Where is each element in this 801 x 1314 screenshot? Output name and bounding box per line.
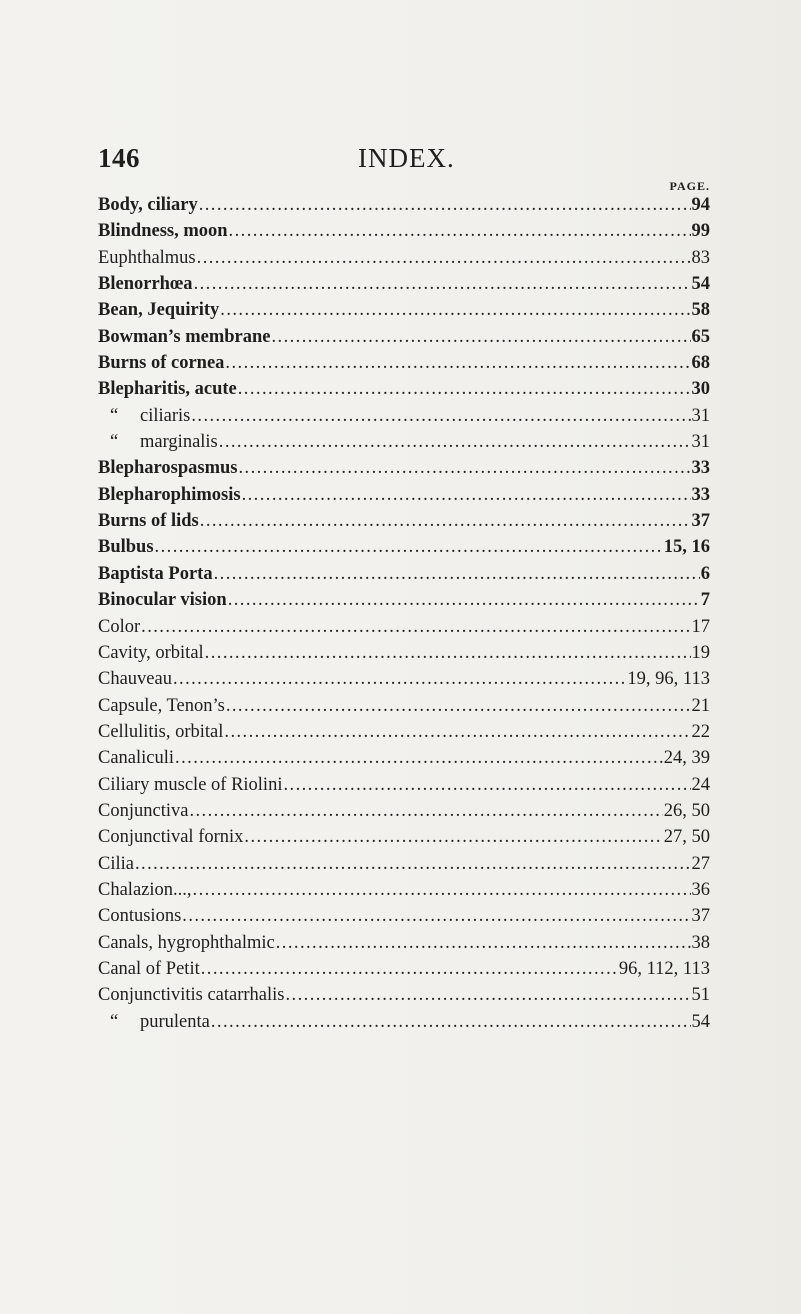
dot-leader (201, 956, 618, 982)
index-term-text: ciliaris (140, 405, 191, 426)
index-entry (98, 587, 710, 613)
page-reference: 37 (691, 511, 710, 532)
index-entry (98, 666, 710, 692)
dot-leader (173, 666, 626, 692)
dot-leader (214, 561, 700, 587)
dot-leader (175, 745, 663, 771)
index-entry (98, 1009, 710, 1035)
index-term: Color (98, 616, 141, 637)
page-reference: 7 (700, 590, 710, 611)
index-term (98, 429, 218, 455)
index-entry (98, 982, 710, 1008)
page-reference: 36 (691, 879, 710, 900)
index-entry (98, 956, 710, 982)
page-header (98, 143, 710, 177)
dot-leader (219, 429, 691, 455)
index-term: Ciliary muscle of Riolini (98, 774, 283, 795)
page-reference: 65 (691, 326, 710, 347)
page-reference: 51 (691, 985, 710, 1006)
index-entry (98, 719, 710, 745)
dot-leader (197, 245, 691, 271)
dot-leader (271, 324, 690, 350)
index-entry (98, 429, 710, 455)
page-reference: 33 (691, 458, 710, 479)
page-reference: 38 (691, 932, 710, 953)
index-entries (98, 192, 710, 1035)
index-term-text: marginalis (140, 432, 218, 453)
index-entry (98, 324, 710, 350)
index-entry (98, 534, 710, 560)
page-reference: 22 (691, 721, 710, 742)
page-reference: 68 (691, 353, 710, 374)
page-reference: 17 (691, 616, 710, 637)
page-reference: 24, 39 (663, 748, 710, 769)
index-term: Cavity, orbital (98, 642, 204, 663)
index-term: Chalazion..., (98, 879, 192, 900)
index-term: Canals, hygrophthalmic (98, 932, 275, 953)
index-term: Conjunctivitis catarrhalis (98, 985, 285, 1006)
index-entry (98, 772, 710, 798)
index-entry (98, 930, 710, 956)
page-reference: 26, 50 (663, 800, 710, 821)
page-reference: 54 (691, 1011, 710, 1032)
index-entry (98, 798, 710, 824)
index-term: Chauveau (98, 669, 172, 690)
page-reference: 27, 50 (663, 827, 710, 848)
index-term: Capsule, Tenon’s (98, 695, 225, 716)
dot-leader (229, 218, 691, 244)
index-entry (98, 192, 710, 218)
dot-leader (238, 376, 691, 402)
page-number: 146 (98, 143, 140, 173)
index-entry (98, 482, 710, 508)
index-term: Blindness, moon (98, 221, 228, 242)
dot-leader (141, 614, 690, 640)
index-term (98, 1009, 210, 1035)
index-entry (98, 245, 710, 271)
index-term: Burns of lids (98, 511, 199, 532)
index-entry (98, 455, 710, 481)
index-entry (98, 297, 710, 323)
dot-leader (242, 482, 691, 508)
index-term: Blepharophimosis (98, 484, 241, 505)
dot-leader (225, 350, 690, 376)
index-term: Euphthalmus (98, 247, 196, 268)
index-entry (98, 824, 710, 850)
index-entry (98, 614, 710, 640)
dot-leader (224, 719, 690, 745)
page-reference: 58 (691, 300, 710, 321)
page-reference: 83 (691, 247, 710, 268)
dot-leader (155, 534, 663, 560)
dot-leader (182, 903, 690, 929)
page-reference: 24 (691, 774, 710, 795)
page-reference: 19, 96, 113 (627, 669, 710, 690)
dot-leader (200, 508, 691, 534)
index-term: Bulbus (98, 537, 154, 558)
index-entry (98, 877, 710, 903)
dot-leader (211, 1009, 691, 1035)
index-term: Body, ciliary (98, 195, 198, 215)
ditto-mark: “ (110, 405, 119, 426)
index-term: Contusions (98, 906, 182, 927)
page-reference: 15, 16 (663, 537, 710, 558)
page-reference: 21 (691, 695, 710, 716)
dot-leader (193, 877, 691, 903)
dot-leader (276, 930, 691, 956)
page-reference: 99 (691, 221, 710, 242)
index-term: Canal of Petit (98, 958, 200, 979)
index-entry (98, 745, 710, 771)
dot-leader (244, 824, 662, 850)
dot-leader (238, 455, 690, 481)
dot-leader (194, 271, 691, 297)
index-entry (98, 376, 710, 402)
page-reference: 54 (691, 274, 710, 295)
running-title: INDEX. (358, 143, 455, 173)
index-term: Canaliculi (98, 748, 175, 769)
dot-leader (199, 192, 691, 218)
dot-leader (135, 851, 691, 877)
dot-leader (228, 587, 700, 613)
dot-leader (220, 297, 690, 323)
page-reference: 37 (691, 906, 710, 927)
page-reference: 19 (691, 642, 710, 663)
page-reference: 27 (691, 853, 710, 874)
dot-leader (189, 798, 662, 824)
index-term: Blepharitis, acute (98, 379, 237, 400)
index-entry (98, 271, 710, 297)
page-reference: 31 (691, 432, 710, 453)
index-entry (98, 851, 710, 877)
index-entry (98, 903, 710, 929)
index-term: Binocular vision (98, 590, 227, 611)
index-entry (98, 403, 710, 429)
page-reference: 33 (691, 484, 710, 505)
index-entry (98, 218, 710, 244)
index-term (98, 403, 190, 429)
dot-leader (205, 640, 691, 666)
index-entry (98, 693, 710, 719)
dot-leader (283, 772, 690, 798)
index-term-text: purulenta (140, 1011, 210, 1032)
ditto-mark: “ (110, 1011, 119, 1032)
index-term: Bowman’s membrane (98, 326, 271, 347)
page-reference: 6 (700, 563, 710, 584)
page-reference: 30 (691, 379, 710, 400)
dot-leader (286, 982, 691, 1008)
index-term: Blepharospasmus (98, 458, 238, 479)
page-reference: 96, 112, 113 (618, 958, 710, 979)
page-reference: 31 (691, 405, 710, 426)
page-reference: 94 (691, 195, 710, 215)
dot-leader (191, 403, 690, 429)
dot-leader (226, 693, 691, 719)
index-term: Conjunctiva (98, 800, 189, 821)
index-term: Conjunctival fornix (98, 827, 244, 848)
index-entry (98, 561, 710, 587)
index-entry (98, 508, 710, 534)
index-entry (98, 350, 710, 376)
index-entry (98, 640, 710, 666)
index-term: Bean, Jequirity (98, 300, 220, 321)
index-term: Cellulitis, orbital (98, 721, 224, 742)
index-term: Blenorrhœa (98, 274, 193, 295)
page-column-label: PAGE. (669, 179, 710, 193)
index-term: Baptista Porta (98, 563, 213, 584)
index-term: Cilia (98, 853, 134, 874)
ditto-mark: “ (110, 432, 119, 453)
index-term: Burns of cornea (98, 353, 225, 374)
